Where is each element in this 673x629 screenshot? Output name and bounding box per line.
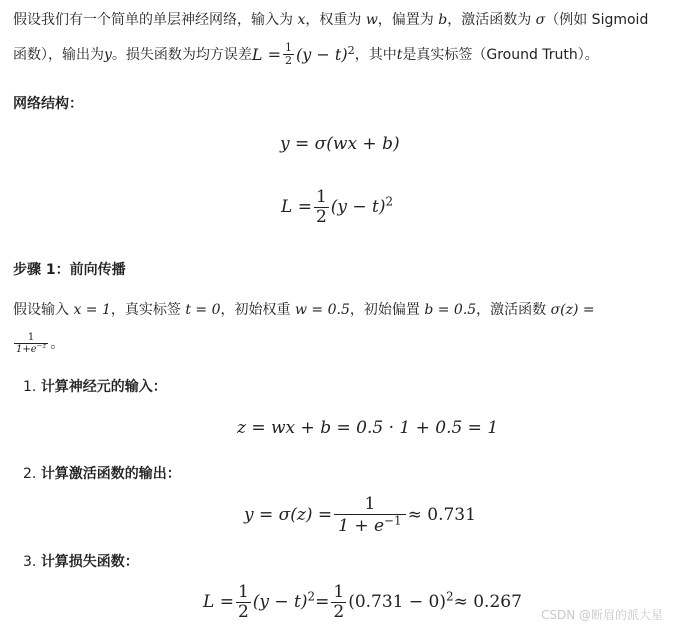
math-sigma-def: σ(z) = [550, 302, 595, 318]
equation-neuron-input: z = wx + b = 0.5 · 1 + 0.5 = 1 [237, 418, 499, 438]
intro-text: 是真实标签（Ground Truth）。 [402, 46, 599, 63]
fraction-denominator [14, 343, 48, 355]
equation-activation-output [244, 495, 476, 535]
intro-text: ，激活函数为 [447, 12, 536, 28]
math-exponent: 2 [446, 589, 454, 604]
fraction-half [283, 42, 294, 67]
section-heading-step1: 步骤 1：前向传播 [13, 262, 126, 278]
math-exponent: −z [36, 342, 47, 351]
intro-text: 函数），输出为 [13, 46, 104, 63]
math-L: L = [281, 197, 312, 218]
intro-text: （例如 Sigmoid [545, 12, 649, 28]
list-item-title: 计算损失函数： [40, 554, 139, 570]
intro-text: 。损失函数为均方误差 [111, 46, 252, 63]
step1-text: 。 [50, 335, 65, 352]
math-expr-text: (y − t) [252, 592, 308, 613]
fraction-sigmoid [14, 332, 48, 355]
equation-lhs: L = [203, 592, 234, 613]
math-exponent: 2 [347, 43, 355, 57]
math-b: b [438, 12, 448, 28]
list-item-title: 计算神经元的输入： [40, 379, 167, 395]
equation-loss-value [203, 583, 522, 621]
fraction-numerator: 1 [315, 187, 327, 207]
math-x-value: x = 1 [73, 302, 111, 318]
list-item-1-title [23, 377, 167, 397]
watermark: CSDN @断眉的派大星 [540, 608, 663, 622]
fraction-numerator: 1 [237, 582, 249, 602]
math-expr-text: (y − t) [330, 197, 386, 218]
math-b-value: b = 0.5 [424, 302, 477, 318]
math-expr [348, 589, 454, 613]
step1-line-2 [12, 332, 64, 355]
fraction-numerator: 1 [333, 582, 345, 602]
equation-rhs: ≈ 0.731 [407, 505, 476, 526]
intro-text: ，其中 [354, 46, 397, 63]
fraction-numerator: 1 [27, 332, 35, 343]
list-number: 2. [23, 466, 37, 482]
equation-loss [281, 188, 393, 226]
math-exponent: 2 [385, 194, 394, 209]
intro-line-2 [13, 42, 599, 67]
math-w-value: w = 0.5 [294, 302, 350, 318]
fraction-denominator: 2 [237, 601, 249, 622]
math-L: L = [251, 44, 282, 64]
math-expr-text: (y − t) [296, 44, 348, 64]
math-y: y [104, 46, 112, 63]
math-exponent: 2 [307, 589, 316, 604]
list-item-2-title [23, 464, 181, 484]
step1-text: ，真实标签 [110, 302, 186, 318]
fraction-denominator: 2 [315, 206, 327, 227]
intro-text: 假设我们有一个简单的单层神经网络，输入为 [13, 12, 298, 28]
list-number: 1. [23, 379, 37, 395]
fraction-half [331, 583, 346, 621]
fraction-numerator: 1 [364, 494, 376, 514]
step1-text: ，初始权重 [220, 302, 295, 318]
equation-lhs: y = σ(z) = [244, 505, 333, 526]
math-t: t [396, 46, 403, 63]
step1-text: ，激活函数 [476, 302, 551, 318]
equals-sign: = [315, 592, 330, 613]
math-expr [252, 589, 316, 613]
fraction-denominator-text: 1+e [16, 344, 37, 355]
step1-line-1 [13, 300, 595, 320]
equation-network-output: y = σ(wx + b) [280, 134, 400, 154]
math-expr-text: (0.731 − 0) [348, 592, 446, 613]
fraction-denominator [334, 514, 405, 536]
fraction-denominator: 2 [333, 601, 345, 622]
fraction-half [314, 188, 329, 226]
math-x: x [297, 12, 306, 28]
fraction-half [236, 583, 251, 621]
intro-text: ，权重为 [305, 12, 366, 28]
step1-text: 假设输入 [13, 302, 74, 318]
math-t-value: t = 0 [185, 302, 221, 318]
fraction-denominator-text: 1 + e [338, 515, 385, 536]
section-heading-structure: 网络结构： [13, 96, 83, 112]
list-item-3-title [23, 552, 139, 572]
equation-rhs: ≈ 0.267 [453, 592, 522, 613]
math-expr [296, 45, 355, 65]
list-item-title: 计算激活函数的输出： [40, 466, 181, 482]
step1-text: ，初始偏置 [349, 302, 425, 318]
fraction-denominator: 2 [285, 54, 293, 68]
math-w: w [365, 12, 378, 28]
math-sigma: σ [535, 12, 546, 28]
fraction-numerator: 1 [285, 41, 293, 54]
math-exponent: −1 [384, 513, 402, 528]
intro-line-1 [13, 10, 648, 30]
fraction-activation [334, 495, 405, 535]
math-expr [330, 194, 394, 218]
intro-text: ，偏置为 [377, 12, 439, 28]
list-number: 3. [23, 554, 37, 570]
